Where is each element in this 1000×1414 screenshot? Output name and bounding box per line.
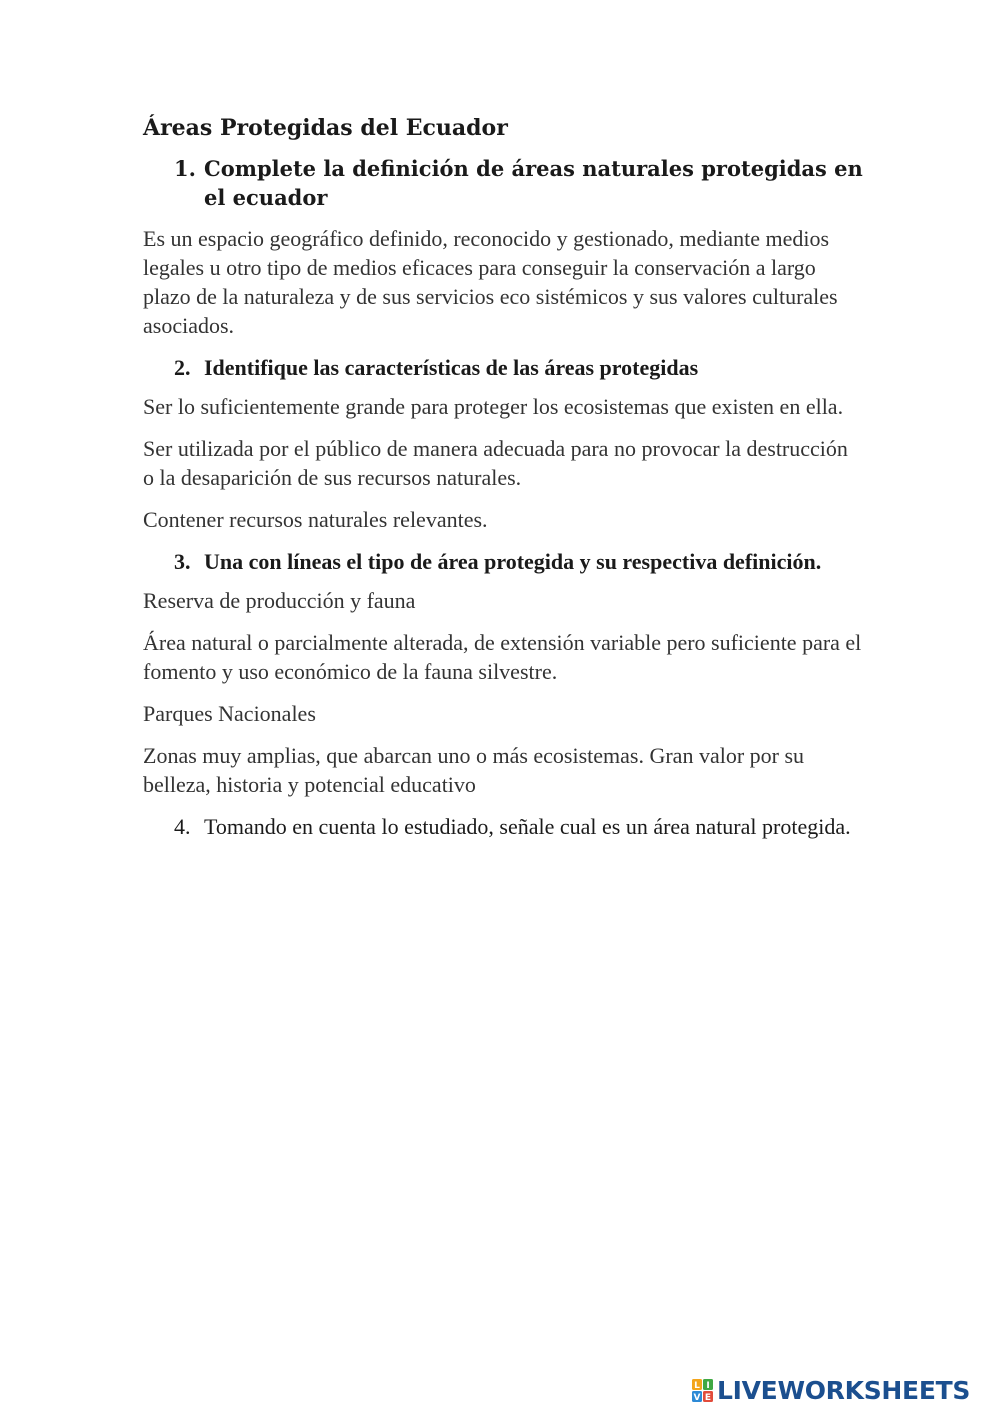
answer-2-characteristic-3: Contener recursos naturales relevantes. <box>143 507 488 532</box>
question-3-number: 3. <box>174 549 191 574</box>
logo-text: LIVEWORKSHEETS <box>717 1376 971 1405</box>
question-1-number: 1. <box>174 156 196 181</box>
question-2-number: 2. <box>174 355 191 380</box>
question-3 <box>143 547 863 576</box>
area-definition-reserva: Área natural o parcialmente alterada, de extensión variable pero suficiente para el fomento y uso económico de la fauna silvestre. <box>143 630 862 684</box>
logo-letter-v: V <box>693 1393 701 1403</box>
question-1 <box>143 154 863 212</box>
answer-2-characteristic-2: Ser utilizada por el público de manera adecuada para no provocar la destrucción o la desaparición de sus recursos naturales. <box>143 436 848 490</box>
live-logo-icon <box>692 1379 714 1403</box>
area-type-parques: Parques Nacionales <box>143 701 316 726</box>
question-2-text: Identifique las características de las áreas protegidas <box>204 355 699 380</box>
answer-1-definition: Es un espacio geográfico definido, reconocido y gestionado, mediante medios legales u otro tipo de medios eficaces para conseguir la conservación a largo plazo de la naturaleza y de sus servicios eco sistémicos y sus valores culturales asociados. <box>143 226 838 338</box>
answer-2-characteristic-1: Ser lo suficientemente grande para proteger los ecosistemas que existen en ella. <box>143 394 844 419</box>
question-3-text: Una con líneas el tipo de área protegida y su respectiva definición. <box>204 549 822 574</box>
logo-letter-e: E <box>704 1393 712 1403</box>
area-type-reserva: Reserva de producción y fauna <box>143 588 416 613</box>
question-1-text: Complete la definición de áreas naturales protegidas en el ecuador <box>204 156 863 210</box>
question-4-text: Tomando en cuenta lo estudiado, señale cual es un área natural protegida. <box>204 814 851 839</box>
liveworksheets-logo <box>692 1377 970 1405</box>
area-definition-parques: Zonas muy amplias, que abarcan uno o más ecosistemas. Gran valor por su belleza, historia y potencial educativo <box>143 743 805 797</box>
worksheet-content <box>143 112 863 851</box>
question-4-number: 4. <box>174 814 191 839</box>
question-2 <box>143 353 863 382</box>
logo-letter-i: I <box>706 1381 710 1391</box>
question-4 <box>143 812 863 841</box>
page-title: Áreas Protegidas del Ecuador <box>143 115 508 141</box>
logo-letter-l: L <box>694 1381 700 1391</box>
